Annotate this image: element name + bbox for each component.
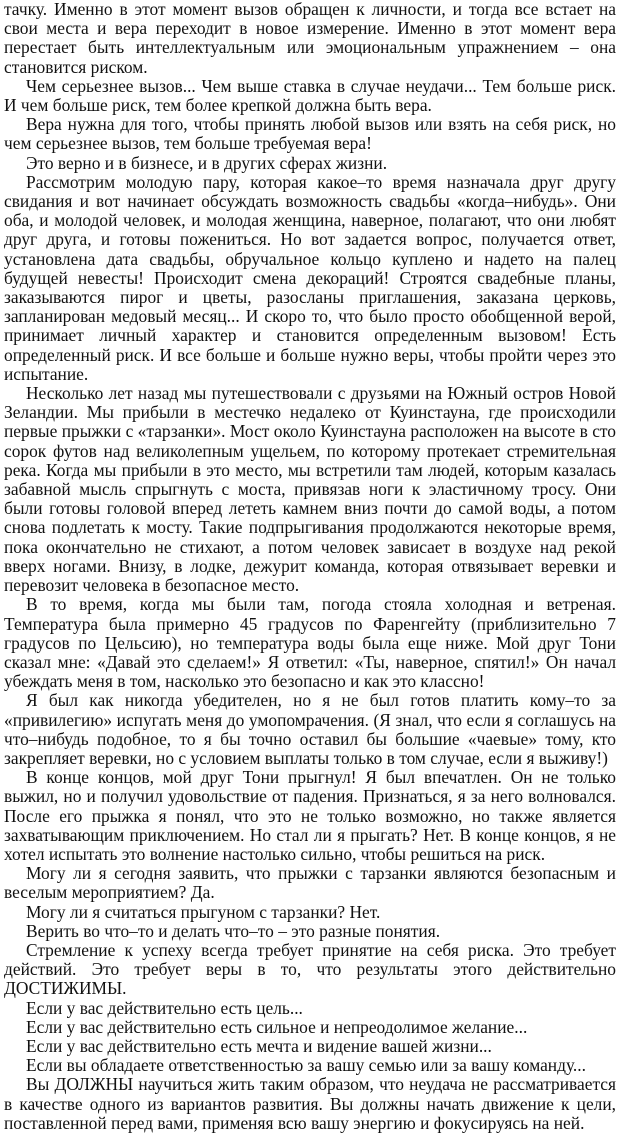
document-page [4, 0, 616, 1133]
paragraph-14: Если у вас действительно есть цель... [26, 997, 303, 1018]
paragraph-15: Если у вас действительно есть сильное и непреодолимое желание... [26, 1016, 528, 1037]
paragraph-8: Я был как никогда убедителен, но я не был готов платить кому–то за «привилегию» испугать меня до умопомрачения. (Я знал, что если я соглашусь на что–нибудь подобное, то я бы точно оставил бы большие «чаевые» тому, кто закрепляет веревки, но с условием выплаты только в том случае, если я выживу!) [4, 690, 616, 768]
paragraph-1: тачку. Именно в этот момент вызов обращен к личности, и тогда все встает на свои места и вера переходит в новое измерение. Именно в этот момент вера перестает быть интеллектуальным или эмоциональным упражнением – она становится риском. [4, 0, 616, 77]
paragraph-4: Это верно и в бизнесе, и в других сферах жизни. [26, 152, 388, 173]
paragraph-11: Могу ли я считаться прыгуном с тарзанки? Нет. [26, 901, 381, 922]
paragraph-7: В то время, когда мы были там, погода стояла холодная и ветреная. Температура была примерно 45 градусов по Фаренгейту (приблизительно 7 градусов по Цельсию), но температура воды была еще ниже. Мой друг Тони сказал мне: «Давай это сделаем!» Я ответил: «Ты, наверное, спятил!» Он начал убеждать меня в том, насколько это безопасно и как это классно! [4, 594, 616, 692]
paragraph-3: Вера нужна для того, чтобы принять любой вызов или взять на себя риск, но чем серьезнее вызов, тем больше требуемая вера! [4, 114, 616, 154]
paragraph-5: Рассмотрим молодую пару, которая какое–то время назначала друг другу свидания и вот начинает обсуждать возможность свадьбы «когда–нибудь». Они оба, и молодой человек, и молодая женщина, наверное, полагают, что они любят друг друга, и готовы пожениться. Но вот задается вопрос, получается ответ, установлена дата свадьбы, обручальное кольцо куплено и надето на палец будущей невесты! Происходит смена декораций! Строятся свадебные планы, заказываются пирог и цветы, разосланы приглашения, заказана церковь, запланирован медовый месяц... И скоро то, что было просто обобщенной верой, принимает личный характер и становится определенным вызовом! Есть определенный риск. И все больше и больше нужно веры, чтобы пройти через это испытание. [4, 171, 616, 384]
paragraph-16: Если у вас действительно есть мечта и видение вашей жизни... [26, 1035, 492, 1056]
paragraph-2: Чем серьезнее вызов... Чем выше ставка в случае неудачи... Тем больше риск. И чем больше риск, тем более крепкой должна быть вера. [4, 75, 616, 116]
paragraph-18: Вы ДОЛЖНЫ научиться жить таким образом, что неудача не рассматривается в качестве одного из вариантов развития. Вы должны начать движение к цели, поставленной перед вами, применяя всю вашу энергию и фокусируясь на ней. [4, 1074, 616, 1133]
paragraph-12: Верить во что–то и делать что–то – это разные понятия. [26, 920, 441, 941]
paragraph-6: Несколько лет назад мы путешествовали с друзьями на Южный остров Новой Зеландии. Мы прибыли в местечко недалеко от Куинстауна, где происходили первые прыжки с «тарзанки». Мост около Куинстауна расположен на высоте в сто сорок футов над великолепным ущельем, по которому протекает стремительная река. Когда мы прибыли в это место, мы встретили там людей, которым казалась забавной мысль спрыгнуть с моста, привязав ноги к эластичному тросу. Они были готовы головой вперед лететь камнем вниз почти до самой воды, а потом снова подлетать к мосту. Такие подпрыгивания продолжаются некоторые время, пока окончательно не стихают, а потом человек зависает в воздухе над рекой вверх ногами. Внизу, в лодке, дежурит команда, которая отвязывает веревки и перевозит человека в безопасное место. [4, 383, 616, 596]
paragraph-10: Могу ли я сегодня заявить, что прыжки с тарзанки являются безопасным и веселым мероприятием? Да. [4, 863, 616, 903]
paragraph-9: В конце концов, мой друг Тони прыгнул! Я был впечатлен. Он не только выжил, но и получил удовольствие от падения. Признаться, я за него волновался. После его прыжка я понял, что это не только возможно, но также является захватывающим приключением. Но стал ли я прыгать? Нет. В конце концов, я не хотел испытать это волнение настолько сильно, чтобы решиться на риск. [4, 767, 616, 864]
paragraph-13: Стремление к успеху всегда требует принятие на себя риска. Это требует действий. Это требует веры в то, что результаты этого действительно ДОСТИЖИМЫ. [4, 939, 616, 999]
paragraph-17: Если вы обладаете ответственностью за вашу семью или за вашу команду... [26, 1055, 586, 1076]
